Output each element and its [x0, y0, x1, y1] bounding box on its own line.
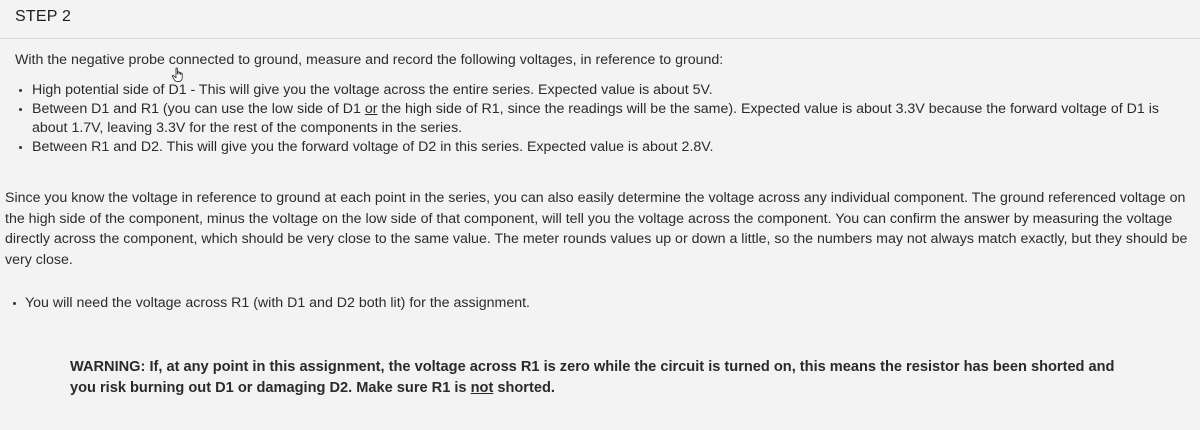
list-item-text: Between R1 and D2. This will give you the forward voltage of D2 in this series. Expected value is about 2.8V.	[32, 139, 714, 155]
assignment-note-text: You will need the voltage across R1 (with D1 and D2 both lit) for the assignment.	[25, 295, 530, 311]
bullet-icon	[19, 108, 22, 111]
warning-text	[70, 357, 1120, 399]
list-item-text: High potential side of D1 - This will give you the voltage across the entire series. Expected value is about 5V.	[32, 82, 713, 98]
list-item	[15, 138, 1185, 157]
bullet-icon	[19, 89, 22, 92]
list-item	[15, 81, 1185, 100]
bullet-icon	[19, 146, 22, 149]
assignment-note	[8, 294, 530, 313]
divider	[0, 38, 1200, 39]
intro-text: With the negative probe connected to ground, measure and record the following voltages, in reference to ground:	[15, 52, 724, 68]
step-title: STEP 2	[15, 8, 72, 25]
bullet-icon	[13, 302, 16, 305]
warning-text-before: WARNING: If, at any point in this assignment, the voltage across R1 is zero while the circuit is turned on, this means the resistor has been shorted and you risk burning out D1 or damaging D2. Make sure R1 is	[70, 359, 1115, 396]
warning-underlined-word: not	[470, 380, 494, 396]
explanation-paragraph: Since you know the voltage in reference to ground at each point in the series, you can also easily determine the voltage across any individual component. The ground referenced voltage on the high side of the component, minus the voltage on the low side of that component, will tell you the voltage across the component. You can confirm the answer by measuring the voltage directly across the component, which should be very close to the same value. The meter rounds values up or down a little, so the numbers may not always match exactly, but they should be very close.	[5, 190, 1188, 268]
list-item-text-after: the high side of R1, since the readings will be the same). Expected value is about 3.3V because the forward voltage of D1 is about 1.7V, leaving 3.3V for the rest of the components in the series.	[32, 101, 1159, 136]
list-item-underlined-word: or	[364, 101, 378, 117]
list-item	[15, 100, 1185, 138]
measurement-list	[15, 81, 1185, 157]
warning-text-after: shorted.	[493, 380, 555, 396]
list-item-text-before: Between D1 and R1 (you can use the low side of D1	[32, 101, 365, 117]
